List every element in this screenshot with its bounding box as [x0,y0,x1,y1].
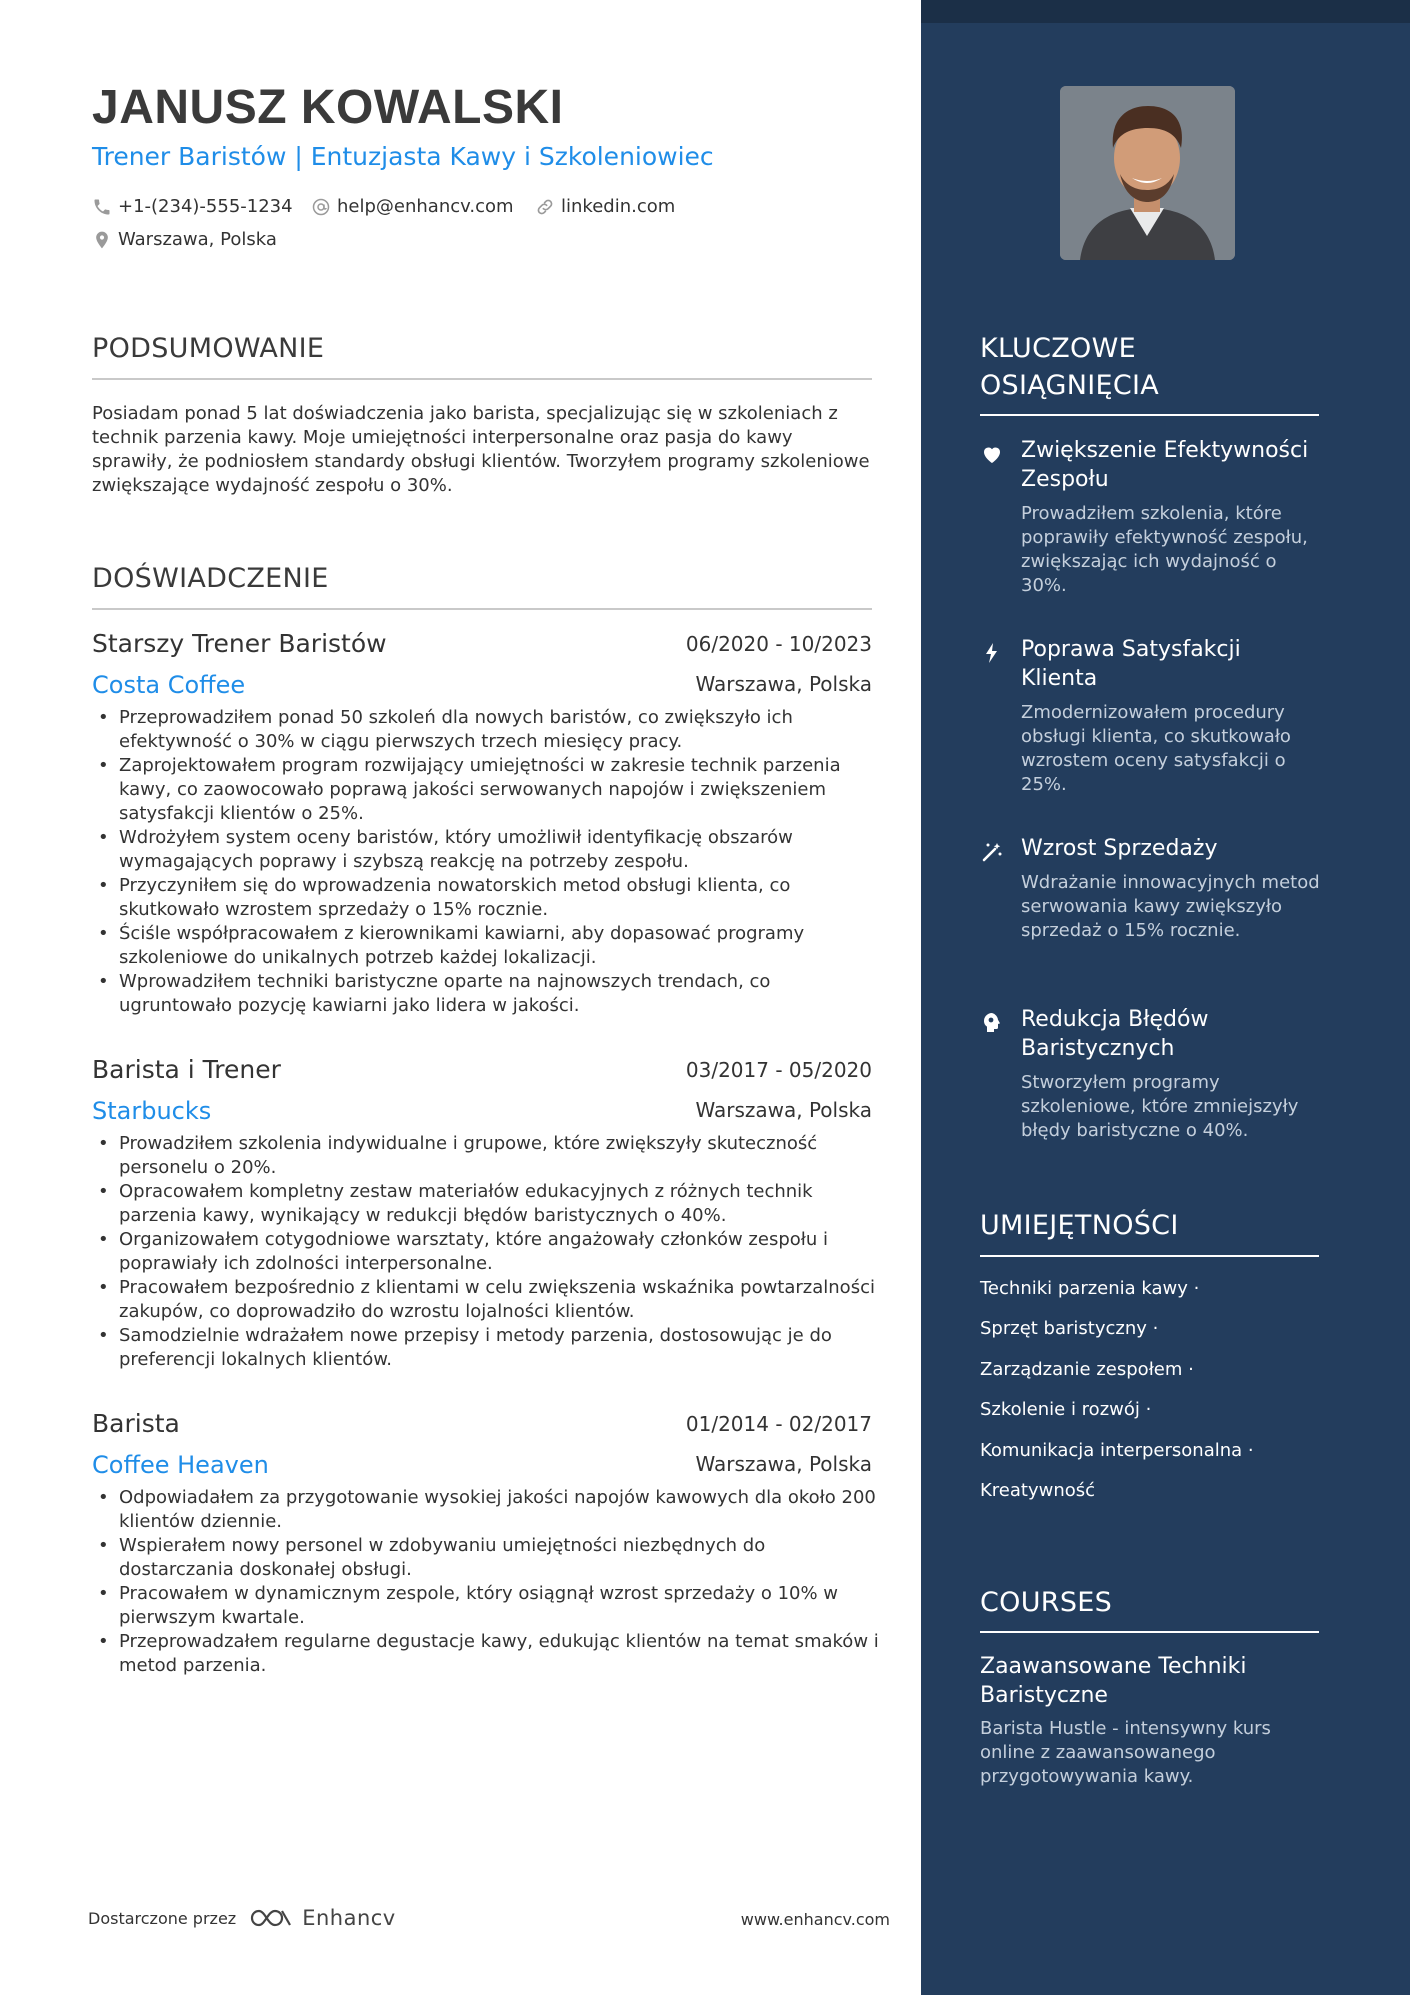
email-text: help@enhancv.com [337,196,514,217]
linkedin-text: linkedin.com [561,196,676,217]
avatar [1060,86,1235,260]
job-bullet: • Ściśle współpracowałem z kierownikami kawiarni, aby dopasować programy szkoleniowe do unikalnych potrzeb każdej lokalizacji. [92,922,882,970]
achievement-desc: Wdrażanie innowacyjnych metod serwowania kawy zwiększyło sprzedaż o 15% rocznie. [1021,872,1320,941]
job-bullets [92,1132,882,1372]
job-bullet: • Wprowadziłem techniki baristyczne oparte na najnowszych trendach, co ugruntowało pozycję kawiarni jako lidera w jakości. [92,970,882,1018]
sidebar-top-bar [921,0,1410,23]
achievements-divider [980,414,1319,416]
job-company: Starbucks [92,1097,212,1125]
skill-item: Sprzęt baristyczny · [980,1318,1159,1339]
experience-heading: DOŚWIADCZENIE [92,563,329,594]
achievements-heading-line2: OSIĄGNIĘCIA [980,370,1160,401]
sidebar [921,0,1410,1995]
job-bullet: • Przeprowadzałem regularne degustacje kawy, edukując klientów na temat smaków i metod parzenia. [92,1630,882,1678]
achievements-heading [980,330,1159,404]
powered-by-text: Dostarczone przez [88,1908,237,1928]
skill-item: Komunikacja interpersonalna · [980,1440,1254,1461]
phone-text: +1-(234)-555-1234 [118,196,293,217]
summary-heading: PODSUMOWANIE [92,333,325,364]
job-bullet: • Przyczyniłem się do wprowadzenia nowatorskich metod obsługi klienta, co skutkowało wzrostem sprzedaży o 15% rocznie. [92,874,882,922]
job-bullet: • Zaprojektowałem program rozwijający umiejętności w zakresie technik parzenia kawy, co zaowocowało poprawą jakości serwowanych napojów i zwiększeniem satysfakcji klientów o 25%. [92,754,882,826]
location-pin-icon [92,230,112,250]
footer-url[interactable]: www.enhancv.com [740,1910,890,1929]
job-title: Barista [92,1409,180,1438]
achievement-title: Zwiększenie Efektywności Zespołu [1021,438,1309,492]
summary-divider [92,378,872,380]
magic-wand-icon [980,840,1004,864]
footer-powered-by [88,1906,396,1930]
courses-heading: COURSES [980,1587,1113,1618]
job-title: Starszy Trener Baristów [92,629,387,658]
job-bullet: • Wspierałem nowy personel w zdobywaniu umiejętności niezbędnych do dostarczania doskonałej obsługi. [92,1534,882,1582]
contact-location [92,229,277,250]
job-company: Costa Coffee [92,671,246,699]
course-title: Zaawansowane Techniki Baristyczne [980,1654,1247,1708]
achievement-title: Poprawa Satysfakcji Klienta [1021,637,1241,691]
job-bullet: • Odpowiadałem za przygotowanie wysokiej jakości napojów kawowych dla około 200 klientów dziennie. [92,1486,882,1534]
achievements-heading-line1: KLUCZOWE [980,333,1136,364]
enhancv-logo[interactable] [248,1906,396,1930]
course-desc: Barista Hustle - intensywny kurs online z zaawansowanego przygotowywania kawy. [980,1718,1271,1787]
achievement-title: Redukcja Błędów Baristycznych [1021,1007,1209,1061]
skills-divider [980,1255,1319,1257]
job-bullet: • Opracowałem kompletny zestaw materiałów edukacyjnych z różnych technik parzenia kawy, wynikający w redukcji błędów baristycznych o 40%. [92,1180,882,1228]
enhancv-brand-text: Enhancv [302,1906,396,1930]
achievement-title: Wzrost Sprzedaży [1021,836,1218,861]
link-icon [535,197,555,217]
job-bullet: • Pracowałem bezpośrednio z klientami w celu zwiększenia wskaźnika powtarzalności zakupów, co doprowadziło do wzrostu lojalności klientów. [92,1276,882,1324]
job-bullets [92,1486,882,1678]
job-location: Warszawa, Polska [695,1452,872,1476]
contact-email[interactable] [311,196,514,217]
courses-divider [980,1631,1319,1633]
enhancv-infinity-icon [248,1906,294,1930]
lightning-icon [980,641,1004,665]
job-title: Barista i Trener [92,1055,281,1084]
job-dates: 06/2020 - 10/2023 [685,632,872,656]
skill-item: Szkolenie i rozwój · [980,1399,1152,1420]
heart-icon [980,442,1004,466]
job-dates: 01/2014 - 02/2017 [685,1412,872,1436]
achievement-desc: Zmodernizowałem procedury obsługi klienta, co skutkowało wzrostem oceny satysfakcji o 25%. [1021,702,1291,795]
job-bullet: • Prowadziłem szkolenia indywidualne i grupowe, które zwiększyły skuteczność personelu o 20%. [92,1132,882,1180]
job-bullet: • Pracowałem w dynamicznym zespole, który osiągnął wzrost sprzedaży o 10% w pierwszym kwartale. [92,1582,882,1630]
profile-photo [1060,86,1235,260]
job-bullet: • Wdrożyłem system oceny baristów, który umożliwił identyfikację obszarów wymagających poprawy i szybszą reakcję na potrzeby zespołu. [92,826,882,874]
phone-icon [92,197,112,217]
job-bullet: • Samodzielnie wdrażałem nowe przepisy i metody parzenia, dostosowując je do preferencji lokalnych klientów. [92,1324,882,1372]
achievement-desc: Prowadziłem szkolenia, które poprawiły efektywność zespołu, zwiększając ich wydajność o 30%. [1021,503,1308,596]
job-bullets [92,706,882,1018]
location-text: Warszawa, Polska [118,229,277,250]
job-bullet: • Przeprowadziłem ponad 50 szkoleń dla nowych baristów, co zwiększyło ich efektywność o 30% w ciągu pierwszych trzech miesięcy pracy. [92,706,882,754]
at-icon [311,197,331,217]
skills-heading: UMIEJĘTNOŚCI [980,1210,1179,1241]
skill-item: Kreatywność [980,1480,1096,1501]
skill-item: Zarządzanie zespołem · [980,1359,1194,1380]
skill-item: Techniki parzenia kawy · [980,1278,1200,1299]
job-location: Warszawa, Polska [695,672,872,696]
candidate-name: JANUSZ KOWALSKI [92,81,564,134]
contact-phone[interactable] [92,196,293,217]
brain-head-icon [980,1011,1004,1035]
experience-divider [92,608,872,610]
job-location: Warszawa, Polska [695,1098,872,1122]
candidate-headline: Trener Baristów | Entuzjasta Kawy i Szkoleniowiec [92,142,714,171]
job-bullet: • Organizowałem cotygodniowe warsztaty, które angażowały członków zespołu i poprawiały ich zdolności interpersonalne. [92,1228,882,1276]
summary-text: Posiadam ponad 5 lat doświadczenia jako barista, specjalizując się w szkoleniach z technik parzenia kawy. Moje umiejętności interpersonalne oraz pasja do kawy sprawiły, że podniosłem standardy obsługi klientów. Tworzyłem programy szkoleniowe zwiększające wydajność zespołu o 30%. [92,403,870,496]
contact-linkedin[interactable] [535,196,675,217]
job-dates: 03/2017 - 05/2020 [685,1058,872,1082]
achievement-desc: Stworzyłem programy szkoleniowe, które zmniejszyły błędy baristyczne o 40%. [1021,1072,1299,1141]
job-company: Coffee Heaven [92,1451,269,1479]
